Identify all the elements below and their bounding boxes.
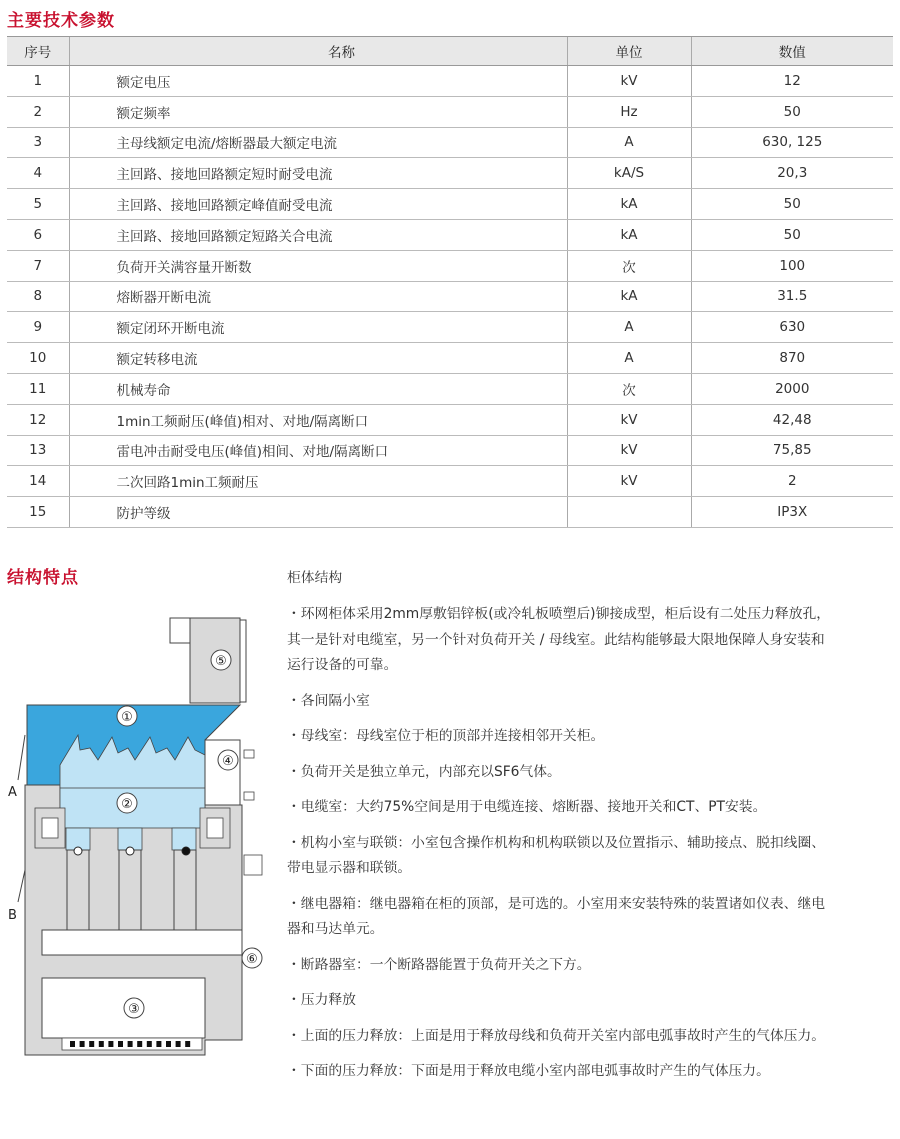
svg-text:③: ③ (128, 1002, 140, 1017)
cell-index: 11 (7, 373, 69, 404)
relay-box (170, 618, 246, 703)
table-row (7, 373, 893, 404)
description-line: ・电缆室：大约75%空间是用于电缆连接、熔断器、接地开关和CT、PT安装。 (287, 799, 767, 815)
cell-unit: kA/S (567, 158, 691, 189)
cell-value: 2 (691, 466, 893, 497)
callout-6 (242, 948, 262, 968)
cell-value: 31.5 (691, 281, 893, 312)
cell-value: 20,3 (691, 158, 893, 189)
description-paragraph (287, 1024, 895, 1050)
strip-square (80, 1041, 85, 1047)
cell-index: 1 (7, 66, 69, 97)
cell-name: 机械寿命 (69, 373, 567, 404)
cell-unit: kA (567, 189, 691, 220)
table-row (7, 281, 893, 312)
cell-name: 雷电冲击耐受电压(峰值)相间、对地/隔离断口 (69, 435, 567, 466)
fuse-tubes (67, 847, 196, 930)
cell-index: 14 (7, 466, 69, 497)
label-a: A (8, 785, 17, 800)
cell-unit: 次 (567, 250, 691, 281)
cell-index: 7 (7, 250, 69, 281)
header-unit: 单位 (567, 37, 691, 66)
description-paragraph (287, 602, 895, 679)
table-row (7, 189, 893, 220)
cell-name: 额定闭环开断电流 (69, 312, 567, 343)
cell-value: 42,48 (691, 404, 893, 435)
description-paragraph (287, 760, 895, 786)
cell-name: 额定电压 (69, 66, 567, 97)
svg-text:⑥: ⑥ (246, 952, 258, 967)
cell-name: 主回路、接地回路额定峰值耐受电流 (69, 189, 567, 220)
svg-text:①: ① (121, 710, 133, 725)
cell-name: 额定转移电流 (69, 343, 567, 374)
table-row (7, 466, 893, 497)
strip-square (185, 1041, 190, 1047)
cabinet-diagram (0, 610, 280, 1060)
label-b: B (8, 908, 17, 923)
cell-unit: kV (567, 435, 691, 466)
callout-1 (117, 706, 137, 726)
table-row (7, 66, 893, 97)
description-line: ・负荷开关是独立单元，内部充以SF6气体。 (287, 763, 561, 780)
strip-square (166, 1041, 171, 1047)
table-row (7, 435, 893, 466)
svg-text:⑤: ⑤ (215, 654, 227, 669)
cell-index: 3 (7, 127, 69, 158)
table-row (7, 96, 893, 127)
table-row (7, 497, 893, 528)
cell-unit: A (567, 127, 691, 158)
description-line: 带电显示器和联锁。 (287, 860, 412, 876)
cell-unit: A (567, 343, 691, 374)
cell-index: 9 (7, 312, 69, 343)
strip-square (70, 1041, 75, 1047)
description-line: ・机构小室与联锁：小室包含操作机构和机构联锁以及位置指示、辅助接点、脱扣线圈、 (287, 834, 826, 851)
description-line: 运行设备的可靠。 (287, 657, 398, 673)
strip-square (156, 1041, 161, 1047)
description-line: ・断路器室：一个断路器能置于负荷开关之下方。 (287, 956, 591, 973)
callout-2 (117, 793, 137, 813)
strip-square (108, 1041, 113, 1047)
header-value: 数值 (691, 37, 893, 66)
description-paragraph (287, 892, 895, 943)
description-heading: 柜体结构 (287, 570, 343, 586)
strip-square (89, 1041, 94, 1047)
cell-index: 12 (7, 404, 69, 435)
cell-name: 熔断器开断电流 (69, 281, 567, 312)
cell-index: 5 (7, 189, 69, 220)
cell-value: 75,85 (691, 435, 893, 466)
callout-5 (211, 650, 231, 670)
table-row (7, 343, 893, 374)
cell-unit (567, 497, 691, 528)
description-line: 器和马达单元。 (287, 921, 384, 937)
callout-3 (124, 998, 144, 1018)
cell-value: 50 (691, 219, 893, 250)
table-row (7, 312, 893, 343)
description-paragraph (287, 689, 895, 715)
header-name: 名称 (69, 37, 567, 66)
cell-unit: Hz (567, 96, 691, 127)
strip-square (137, 1041, 142, 1047)
cell-value: 100 (691, 250, 893, 281)
cell-unit: kV (567, 466, 691, 497)
cell-index: 13 (7, 435, 69, 466)
params-table (7, 36, 893, 528)
cell-value: 870 (691, 343, 893, 374)
description-paragraph (287, 1059, 895, 1085)
description-paragraph (287, 988, 895, 1014)
description-line: ・各间隔小室 (287, 692, 370, 709)
description-paragraph (287, 831, 895, 882)
cell-value: 50 (691, 96, 893, 127)
description-line: ・下面的压力释放：下面是用于释放电缆小室内部电弧事故时产生的气体压力。 (287, 1063, 770, 1079)
cell-unit: A (567, 312, 691, 343)
table-row (7, 250, 893, 281)
cell-name: 额定频率 (69, 96, 567, 127)
cell-index: 2 (7, 96, 69, 127)
description-line: ・上面的压力释放：上面是用于释放母线和负荷开关室内部电弧事故时产生的气体压力。 (287, 1027, 826, 1044)
cell-unit: 次 (567, 373, 691, 404)
cell-name: 防护等级 (69, 497, 567, 528)
cell-unit: kA (567, 219, 691, 250)
description-line: ・压力释放 (287, 992, 356, 1008)
cell-index: 6 (7, 219, 69, 250)
cell-index: 4 (7, 158, 69, 189)
cell-name: 负荷开关满容量开断数 (69, 250, 567, 281)
cell-name: 主母线额定电流/熔断器最大额定电流 (69, 127, 567, 158)
cell-value: IP3X (691, 497, 893, 528)
section-title-structure: 结构特点 (7, 568, 79, 588)
table-header-row (7, 37, 893, 66)
description-line: 其一是针对电缆室，另一个针对负荷开关 / 母线室。此结构能够最大限地保障人身安装和 (287, 631, 825, 648)
cell-name: 1min工频耐压(峰值)相对、对地/隔离断口 (69, 404, 567, 435)
table-row (7, 404, 893, 435)
table-row (7, 158, 893, 189)
cell-value: 50 (691, 189, 893, 220)
description-paragraph (287, 795, 895, 821)
cell-index: 8 (7, 281, 69, 312)
description-line: ・继电器箱：继电器箱在柜的顶部，是可选的。小室用来安装特殊的装置诸如仪表、继电 (287, 895, 826, 912)
description-line: ・母线室：母线室位于柜的顶部并连接相邻开关柜。 (287, 728, 605, 744)
strip-square (128, 1041, 133, 1047)
cell-name: 二次回路1min工频耐压 (69, 466, 567, 497)
cell-name: 主回路、接地回路额定短时耐受电流 (69, 158, 567, 189)
cell-index: 10 (7, 343, 69, 374)
cell-unit: kA (567, 281, 691, 312)
callout-4 (218, 750, 238, 770)
cell-value: 630 (691, 312, 893, 343)
strip-square (147, 1041, 152, 1047)
description-line: ・环网柜体采用2mm厚敷铝锌板(或冷轧板喷塑后)铆接成型，柜后设有二处压力释放孔， (287, 606, 831, 622)
cell-unit: kV (567, 66, 691, 97)
strip-square (176, 1041, 181, 1047)
description-paragraph (287, 724, 895, 750)
cell-unit: kV (567, 404, 691, 435)
cell-name: 主回路、接地回路额定短路关合电流 (69, 219, 567, 250)
table-row (7, 219, 893, 250)
mechanism-block (205, 740, 240, 805)
strip-square (99, 1041, 104, 1047)
svg-text:②: ② (121, 797, 133, 812)
structure-description (287, 566, 895, 1095)
cell-index: 15 (7, 497, 69, 528)
description-paragraph (287, 953, 895, 979)
section-title-main-params: 主要技术参数 (7, 11, 115, 31)
svg-text:④: ④ (222, 754, 234, 769)
strip-square (118, 1041, 123, 1047)
table-row (7, 127, 893, 158)
cell-value: 12 (691, 66, 893, 97)
cable-entry-strip (62, 1038, 202, 1050)
cell-value: 2000 (691, 373, 893, 404)
header-index: 序号 (7, 37, 69, 66)
cell-value: 630, 125 (691, 127, 893, 158)
